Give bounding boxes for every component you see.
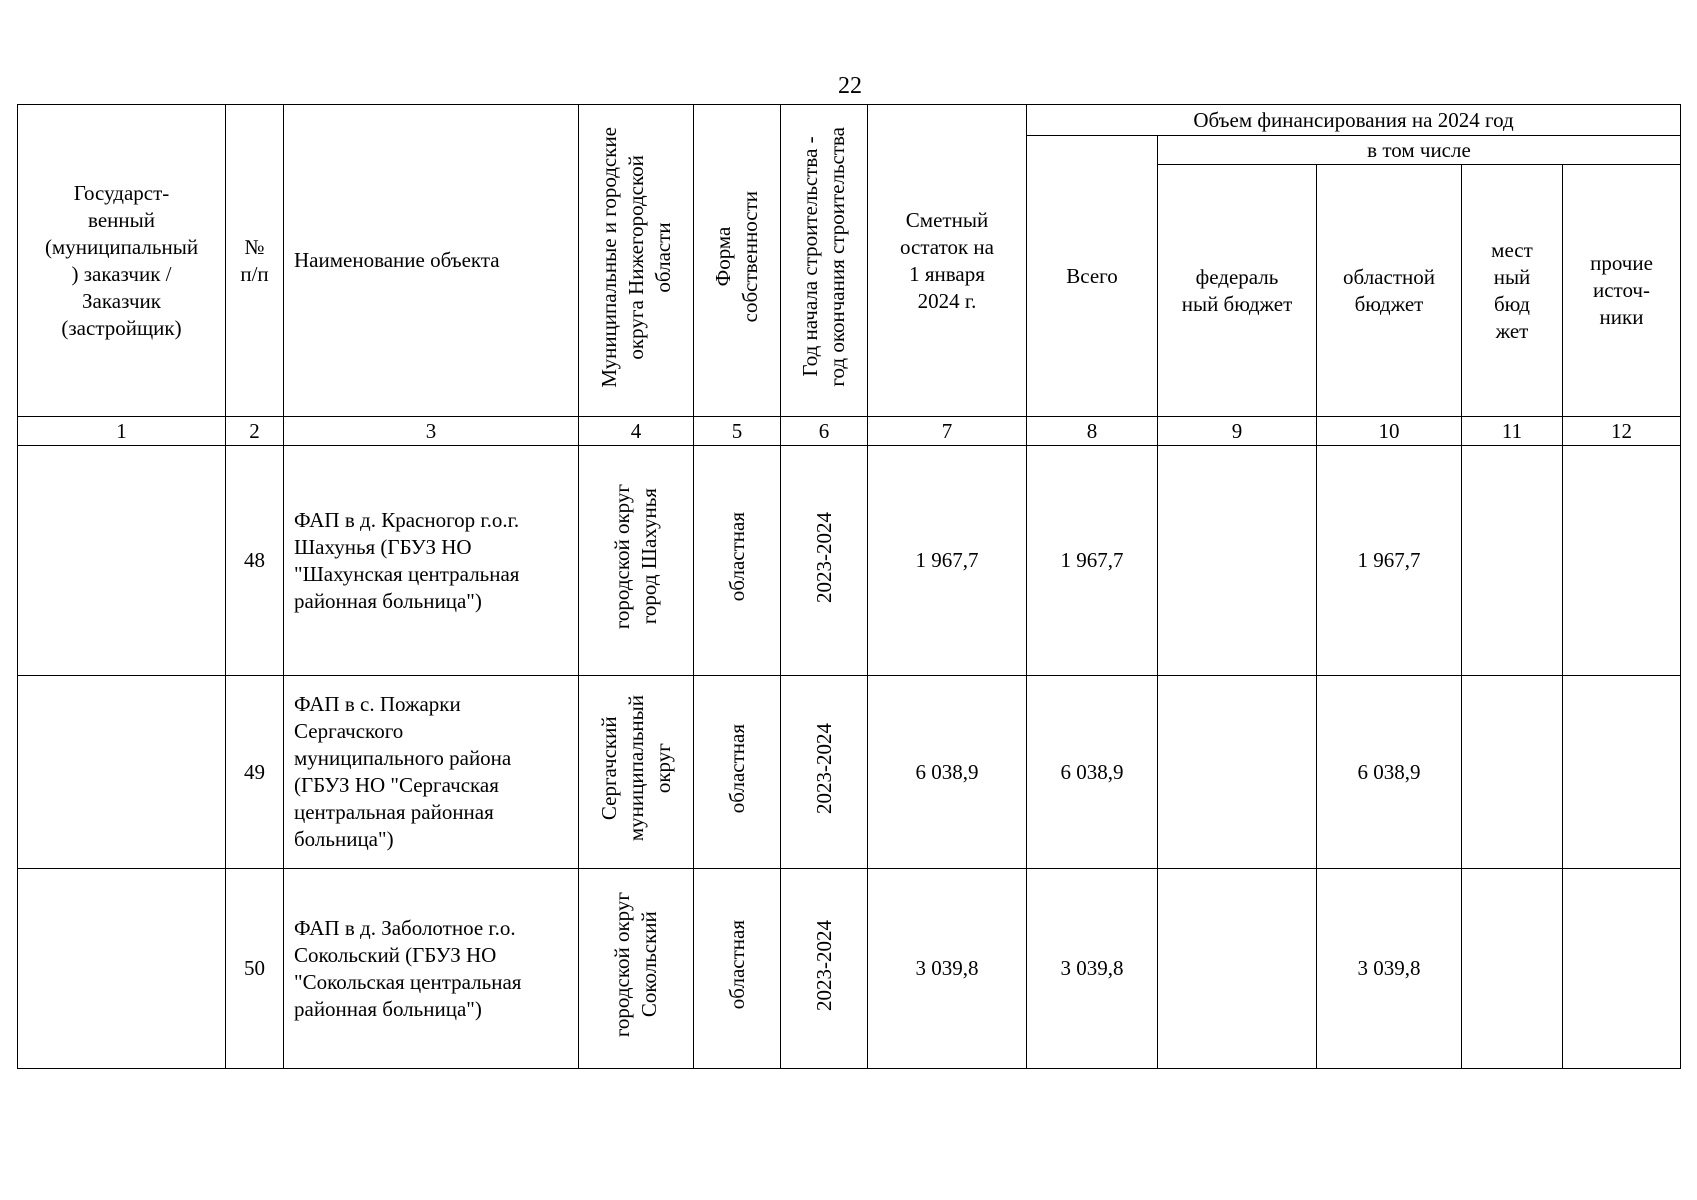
- column-number: 3: [284, 417, 579, 446]
- row-local: [1462, 676, 1563, 869]
- row-number: 49: [226, 676, 284, 869]
- row-years: 2023-2024: [781, 446, 868, 676]
- column-number: 11: [1462, 417, 1563, 446]
- row-customer: [18, 676, 226, 869]
- header-number: № п/п: [226, 105, 284, 417]
- header-estimate: Сметный остаток на 1 января 2024 г.: [868, 105, 1027, 417]
- row-regional: 1 967,7: [1317, 446, 1462, 676]
- header-funding-group: Объем финансирования на 2024 год: [1027, 105, 1681, 136]
- row-object-name: ФАП в д. Красногор г.о.г. Шахунья (ГБУЗ НО "Шахунская центральная районная больница"): [284, 446, 579, 676]
- row-total: 6 038,9: [1027, 676, 1158, 869]
- row-local: [1462, 446, 1563, 676]
- row-object-name: ФАП в д. Заболотное г.о. Сокольский (ГБУЗ НО "Сокольская центральная районная больница"): [284, 869, 579, 1069]
- row-federal: [1158, 869, 1317, 1069]
- table-row: [18, 446, 1681, 676]
- table-row: [18, 676, 1681, 869]
- column-number: 10: [1317, 417, 1462, 446]
- header-local: мест ный бюд жет: [1462, 165, 1563, 417]
- page-number: 22: [838, 73, 862, 99]
- column-number: 4: [579, 417, 694, 446]
- header-ownership: Форма собственности: [694, 105, 781, 417]
- row-estimate: 1 967,7: [868, 446, 1027, 676]
- column-number: 5: [694, 417, 781, 446]
- column-number: 9: [1158, 417, 1317, 446]
- table-row: [18, 869, 1681, 1069]
- row-object-name: ФАП в с. Пожарки Сергачского муниципального района (ГБУЗ НО "Сергачская центральная районная больница"): [284, 676, 579, 869]
- row-number: 50: [226, 869, 284, 1069]
- column-number: 12: [1563, 417, 1681, 446]
- header-federal: федераль ный бюджет: [1158, 165, 1317, 417]
- row-years: 2023-2024: [781, 676, 868, 869]
- header-including: в том числе: [1158, 136, 1681, 165]
- row-regional: 6 038,9: [1317, 676, 1462, 869]
- column-number-row: [18, 417, 1681, 446]
- header-customer: Государст- венный (муниципальный ) заказчик / Заказчик (застройщик): [18, 105, 226, 417]
- row-other: [1563, 676, 1681, 869]
- column-number: 7: [868, 417, 1027, 446]
- row-total: 1 967,7: [1027, 446, 1158, 676]
- row-number: 48: [226, 446, 284, 676]
- row-estimate: 6 038,9: [868, 676, 1027, 869]
- row-federal: [1158, 676, 1317, 869]
- row-other: [1563, 446, 1681, 676]
- header-total: Всего: [1027, 136, 1158, 417]
- column-number: 1: [18, 417, 226, 446]
- row-customer: [18, 446, 226, 676]
- header-row-top: [18, 105, 1681, 136]
- column-number: 6: [781, 417, 868, 446]
- header-other: прочие источ- ники: [1563, 165, 1681, 417]
- header-municipality: Муниципальные и городские округа Нижегородской области: [579, 105, 694, 417]
- row-years: 2023-2024: [781, 869, 868, 1069]
- financing-table: [17, 104, 1681, 1069]
- row-other: [1563, 869, 1681, 1069]
- row-customer: [18, 869, 226, 1069]
- row-municipality: городской округ Сокольский: [579, 869, 694, 1069]
- column-number: 8: [1027, 417, 1158, 446]
- header-regional: областной бюджет: [1317, 165, 1462, 417]
- header-object-name: Наименование объекта: [284, 105, 579, 417]
- column-number: 2: [226, 417, 284, 446]
- header-years: Год начала строительства - год окончания строительства: [781, 105, 868, 417]
- row-total: 3 039,8: [1027, 869, 1158, 1069]
- row-ownership: областная: [694, 676, 781, 869]
- row-local: [1462, 869, 1563, 1069]
- row-estimate: 3 039,8: [868, 869, 1027, 1069]
- row-municipality: Сергачский муниципальный округ: [579, 676, 694, 869]
- row-federal: [1158, 446, 1317, 676]
- row-ownership: областная: [694, 446, 781, 676]
- row-regional: 3 039,8: [1317, 869, 1462, 1069]
- row-ownership: областная: [694, 869, 781, 1069]
- row-municipality: городской округ город Шахунья: [579, 446, 694, 676]
